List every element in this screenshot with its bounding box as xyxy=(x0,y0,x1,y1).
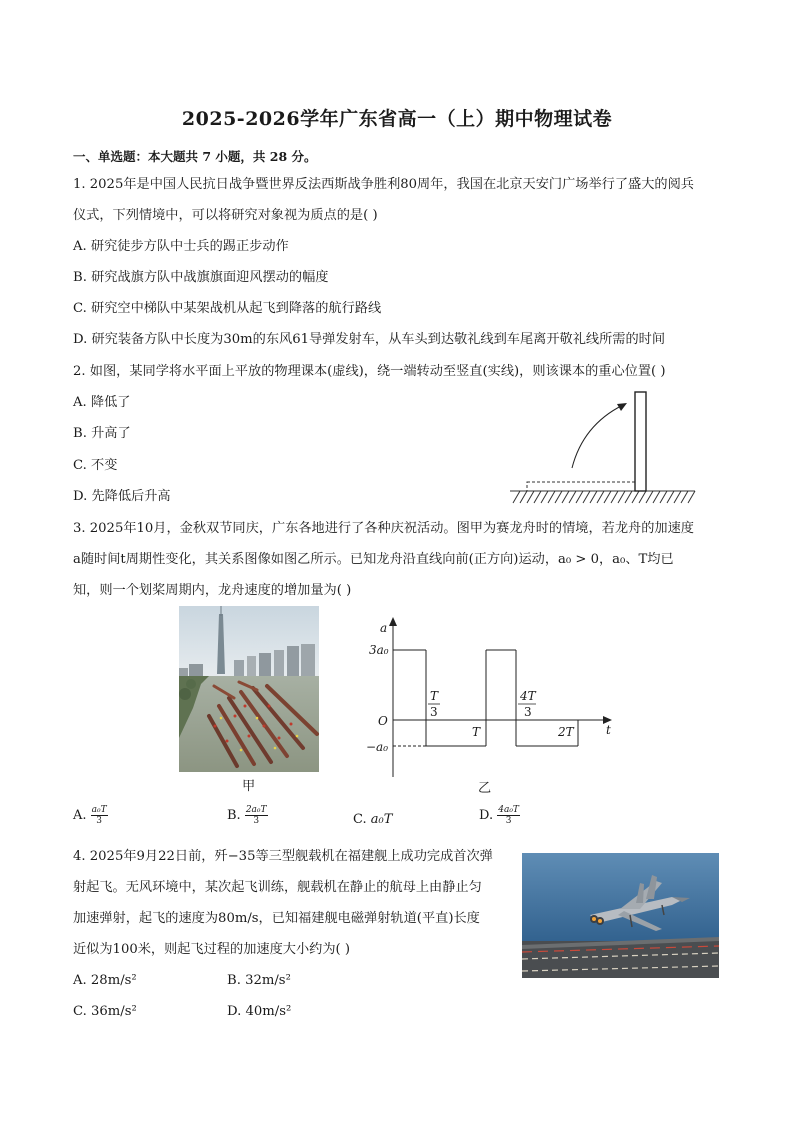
option-expression: a₀T xyxy=(370,812,393,827)
q3-option-a xyxy=(73,805,108,826)
q3-option-d xyxy=(479,805,520,826)
acceleration-time-graph xyxy=(350,612,620,782)
q3-option-b xyxy=(227,805,268,826)
y-label-neg-a0: −a₀ xyxy=(366,740,389,754)
q4-stem-line3: 加速弹射，起飞的速度为80m/s，已知福建舰电磁弹射轨道(平直)长度 xyxy=(73,911,480,926)
q4-stem-line1: 4. 2025年9月22日前，歼−35等三型舰载机在福建舰上成功完成首次弹 xyxy=(73,849,493,864)
q1-option-d: D. 研究装备方队中长度为30m的东风61导弹发射车，从车头到达敬礼线到车尾离开敬礼线所需的时间 xyxy=(73,332,666,347)
tick-2T: 2T xyxy=(558,725,574,739)
origin-label: O xyxy=(378,714,388,728)
book-rotation-diagram xyxy=(505,385,705,510)
option-letter: B. xyxy=(227,808,241,823)
q4-stem-line2: 射起飞。无风环境中，某次起飞训练，舰载机在静止的航母上由静止匀 xyxy=(73,880,482,895)
q4-stem-line4: 近似为100米，则起飞过程的加速度大小约为( ) xyxy=(73,942,351,957)
book-vertical-solid xyxy=(635,392,646,491)
q4-option-c: C. 36m/s² xyxy=(73,1004,137,1019)
carrier-jet-photo xyxy=(522,853,719,978)
tick-t3-den: 3 xyxy=(430,705,438,719)
frac-den: 3 xyxy=(253,816,260,826)
q2-stem: 2. 如图，某同学将水平面上平放的物理课本(虚线)，绕一端转动至竖直(实线)，则该课本的重心位置( ) xyxy=(73,364,666,379)
q1-option-c: C. 研究空中梯队中某架战机从起飞到降落的航行路线 xyxy=(73,301,382,316)
tick-t3-num: T xyxy=(430,689,439,703)
q1-stem-line2: 仪式，下列情境中，可以将研究对象视为质点的是( ) xyxy=(73,208,378,223)
q2-option-a: A. 降低了 xyxy=(73,395,131,410)
option-letter: C. xyxy=(353,812,367,827)
frac-num: a₀T xyxy=(91,805,107,815)
tick-4t3-num: 4T xyxy=(520,689,536,703)
frac-den: 3 xyxy=(505,816,512,826)
option-letter: D. xyxy=(479,808,494,823)
q1-option-a: A. 研究徒步方队中士兵的踢正步动作 xyxy=(73,239,289,254)
t-axis-label: t xyxy=(606,723,611,737)
section-heading: 一、单选题：本大题共 7 小题，共 28 分。 xyxy=(73,149,317,164)
q1-option-b: B. 研究战旗方队中战旗旗面迎风摆动的幅度 xyxy=(73,270,329,285)
page-title: 2025-2026学年广东省高一（上）期中物理试卷 xyxy=(181,108,613,130)
q2-option-d: D. 先降低后升高 xyxy=(73,489,171,504)
q3-stem-line2: a随时间t周期性变化，其关系图像如图乙所示。已知龙舟沿直线向前(正方向)运动，a₀ > 0，a₀、T均已 xyxy=(73,552,674,567)
option-fraction xyxy=(245,805,268,826)
frac-den: 3 xyxy=(96,816,103,826)
q3-stem-line1: 3. 2025年10月，金秋双节同庆，广东各地进行了各种庆祝活动。图甲为赛龙舟时的情境，若龙舟的加速度 xyxy=(73,521,694,536)
q3-stem-line3: 知，则一个划桨周期内，龙舟速度的增加量为( ) xyxy=(73,583,352,598)
a-axis-label: a xyxy=(380,621,388,635)
q2-option-c: C. 不变 xyxy=(73,458,118,473)
frac-num: 4a₀T xyxy=(498,805,519,815)
rotation-arrow xyxy=(572,405,623,468)
q1-stem-line1: 1. 2025年是中国人民抗日战争暨世界反法西斯战争胜利80周年，我国在北京天安门广场举行了盛大的阅兵 xyxy=(73,177,694,192)
q4-option-a: A. 28m/s² xyxy=(73,973,137,988)
q2-option-b: B. 升高了 xyxy=(73,426,131,441)
q4-option-d: D. 40m/s² xyxy=(227,1004,292,1019)
y-label-3a0: 3a₀ xyxy=(369,643,389,657)
caption-jia: 甲 xyxy=(242,779,256,794)
book-horizontal-dashed xyxy=(527,482,646,491)
option-fraction xyxy=(91,805,108,826)
q3-option-c xyxy=(353,812,392,827)
caption-yi: 乙 xyxy=(478,781,492,796)
tick-4t3-den: 3 xyxy=(524,705,532,719)
dragon-boat-photo xyxy=(179,606,319,772)
q4-option-b: B. 32m/s² xyxy=(227,973,291,988)
ground-hatching xyxy=(510,491,695,503)
option-letter: A. xyxy=(73,808,87,823)
option-fraction xyxy=(497,805,520,826)
frac-num: 2a₀T xyxy=(245,805,267,815)
tick-T: T xyxy=(472,725,481,739)
